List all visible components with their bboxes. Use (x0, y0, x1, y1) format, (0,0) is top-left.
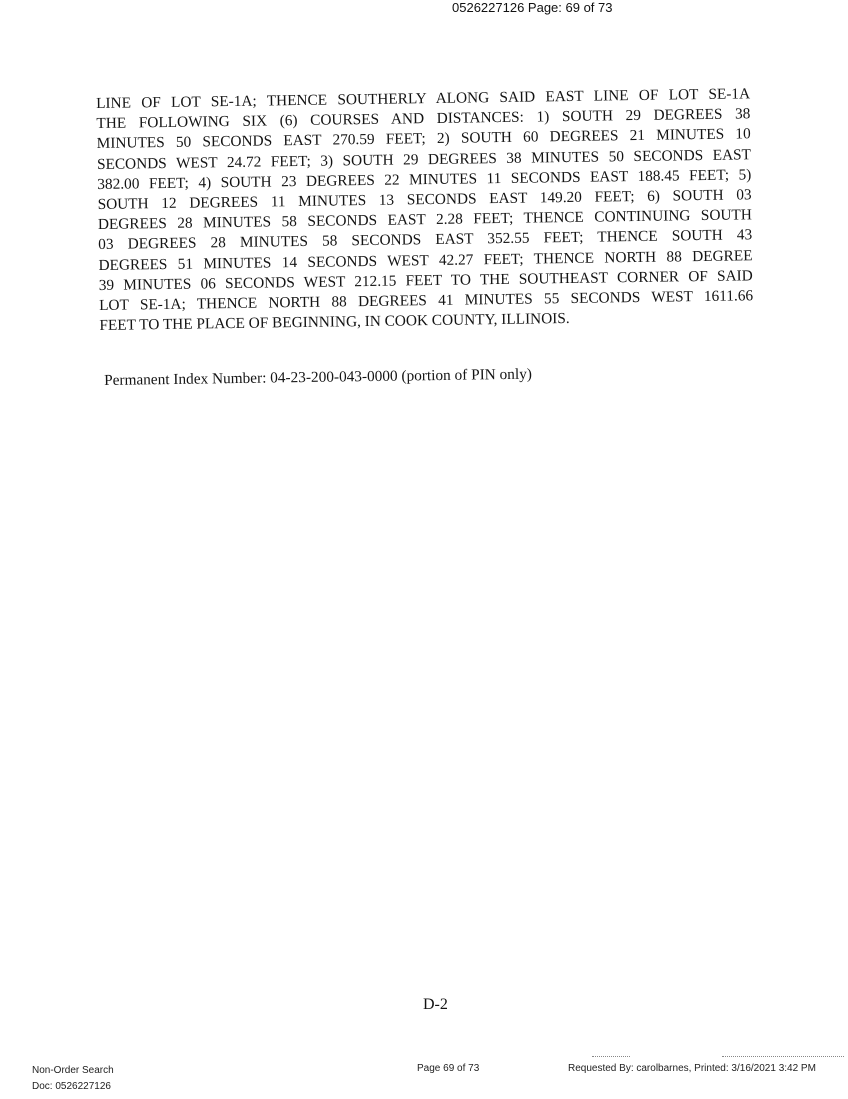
legal-line: DEGREES 28 MINUTES 58 SECONDS EAST 2.28 FEET; THENCE CONTINUING SOUTH (97, 206, 752, 234)
legal-line: LOT SE-1A; THENCE NORTH 88 DEGREES 41 MINUTES 55 SECONDS WEST 1611.66 (99, 287, 754, 315)
legal-line: 39 MINUTES 06 SECONDS WEST 212.15 FEET TO THE SOUTHEAST CORNER OF SAID (98, 267, 753, 294)
footer-page-number: Page 69 of 73 (417, 1063, 480, 1074)
legal-line: LINE OF LOT SE-1A; THENCE SOUTHERLY ALONG SAID EAST LINE OF LOT SE-1A (96, 85, 751, 112)
footer-left (32, 1063, 114, 1095)
legal-line: FEET TO THE PLACE OF BEGINNING, IN COOK COUNTY, ILLINOIS. (99, 310, 570, 335)
permanent-index-number: Permanent Index Number: 04-23-200-043-0000 (portion of PIN only) (104, 365, 533, 389)
scan-artifact (592, 1056, 630, 1058)
footer-search-type: Non-Order Search (32, 1065, 114, 1076)
footer-doc-number: Doc: 0526227126 (32, 1081, 111, 1092)
legal-line: 03 DEGREES 28 MINUTES 58 SECONDS EAST 352.55 FEET; THENCE SOUTH 43 (98, 226, 753, 254)
legal-line: DEGREES 51 MINUTES 14 SECONDS WEST 42.27 FEET; THENCE NORTH 88 DEGREE (98, 246, 753, 274)
legal-line: SECONDS WEST 24.72 FEET; 3) SOUTH 29 DEGREES 38 MINUTES 50 SECONDS EAST (96, 145, 752, 173)
document-page-header: 0526227126 Page: 69 of 73 (452, 0, 613, 15)
legal-line: THE FOLLOWING SIX (6) COURSES AND DISTANCES: 1) SOUTH 29 DEGREES 38 (96, 105, 751, 133)
scan-artifact (722, 1056, 844, 1058)
legal-line: 382.00 FEET; 4) SOUTH 23 DEGREES 22 MINUTES 11 SECONDS EAST 188.45 FEET; 5) (97, 166, 752, 193)
exhibit-page-marker: D-2 (423, 996, 448, 1013)
legal-line: SOUTH 12 DEGREES 11 MINUTES 13 SECONDS EAST 149.20 FEET; 6) SOUTH 03 (97, 186, 752, 214)
legal-description (96, 84, 754, 336)
legal-line: MINUTES 50 SECONDS EAST 270.59 FEET; 2) SOUTH 60 DEGREES 21 MINUTES 10 (96, 125, 751, 153)
footer-requested-by: Requested By: carolbarnes, Printed: 3/16/2021 3:42 PM (568, 1063, 816, 1074)
